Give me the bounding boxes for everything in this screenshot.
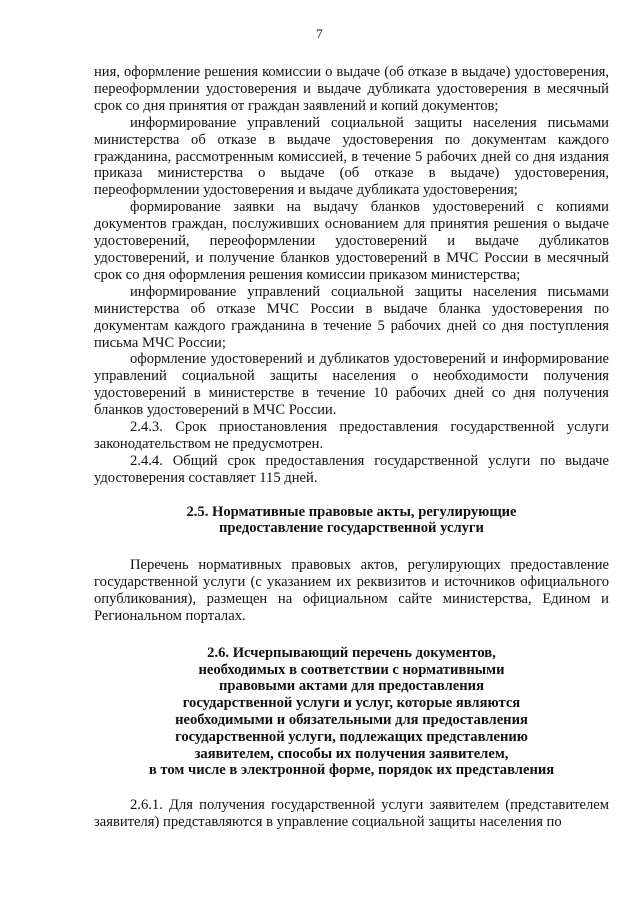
heading-line: необходимыми и обязательными для предоставления (175, 712, 528, 729)
section-heading-2-5 (94, 504, 609, 538)
paragraph-continuation: ния, оформление решения комиссии о выдаче (об отказе в выдаче) удостоверения, переоформлении удостоверения и выдаче дубликата удостоверения в месячный срок со дня принятия от граждан заявлений и копий документов; (94, 64, 609, 114)
heading-line: правовыми актами для предоставления (219, 678, 484, 695)
heading-line: в том числе в электронной форме, порядок их представления (148, 762, 555, 779)
page-content (94, 64, 609, 831)
heading-line: 2.5. Нормативные правовые акты, регулирующие (186, 503, 517, 520)
paragraph-2-4-3: 2.4.3. Срок приостановления предоставления государственной услуги законодательством не предусмотрен. (94, 419, 609, 452)
heading-line: государственной услуги и услуг, которые являются (182, 695, 521, 712)
heading-line: государственной услуги, подлежащих представлению (175, 728, 528, 745)
page-number: 7 (316, 26, 323, 41)
paragraph-inform-refusal: информирование управлений социальной защиты населения письмами министерства об отказе в выдаче удостоверения по документам каждого гражданина, рассмотренным комиссией, в течение 5 рабочих дней со дня издания приказа министерства о выдаче (об отказе в выдаче) удостоверения, переоформлении удостоверения и выдаче дубликата удостоверения; (94, 114, 609, 199)
paragraph-2-5: Перечень нормативных правовых актов, регулирующих предоставление государственной услуги (с указанием их реквизитов и источников официального опубликования), размещен на официальном сайте министерства, Едином и Региональном порталах. (94, 557, 609, 624)
heading-line: заявителем, способы их получения заявителем, (194, 745, 509, 762)
heading-line: предоставление государственной услуги (219, 520, 484, 537)
paragraph-2-4-4: 2.4.4. Общий срок предоставления государственной услуги по выдаче удостоверения составляет 115 дней. (94, 452, 609, 486)
paragraph-inform-mchs-refusal: информирование управлений социальной защиты населения письмами министерства об отказе МЧС России в выдаче бланка удостоверения по документам каждого гражданина в течение 5 рабочих дней со дня поступления письма МЧС России; (94, 283, 609, 351)
heading-line: необходимых в соответствии с нормативными (198, 661, 505, 678)
section-heading-2-6 (94, 645, 609, 779)
paragraph-issue-certificates: оформление удостоверений и дубликатов удостоверений и информирование управлений социальной защиты населения о необходимости получения удостоверений в министерстве в течение 10 рабочих дней со дня получения бланков удостоверений в МЧС России. (94, 351, 609, 419)
heading-line: 2.6. Исчерпывающий перечень документов, (207, 644, 496, 661)
paragraph-blank-request: формирование заявки на выдачу бланков удостоверений с копиями документов граждан, послуживших основанием для принятия решения о выдаче удостоверений, переоформлении удостоверений и выдаче дубликатов удостоверений, и получение бланков удостоверений в МЧС России в месячный срок со дня оформления решения комиссии приказом министерства; (94, 199, 609, 283)
paragraph-2-6-1: 2.6.1. Для получения государственной услуги заявителем (представителем заявителя) представляются в управление социальной защиты населения по (94, 797, 609, 831)
